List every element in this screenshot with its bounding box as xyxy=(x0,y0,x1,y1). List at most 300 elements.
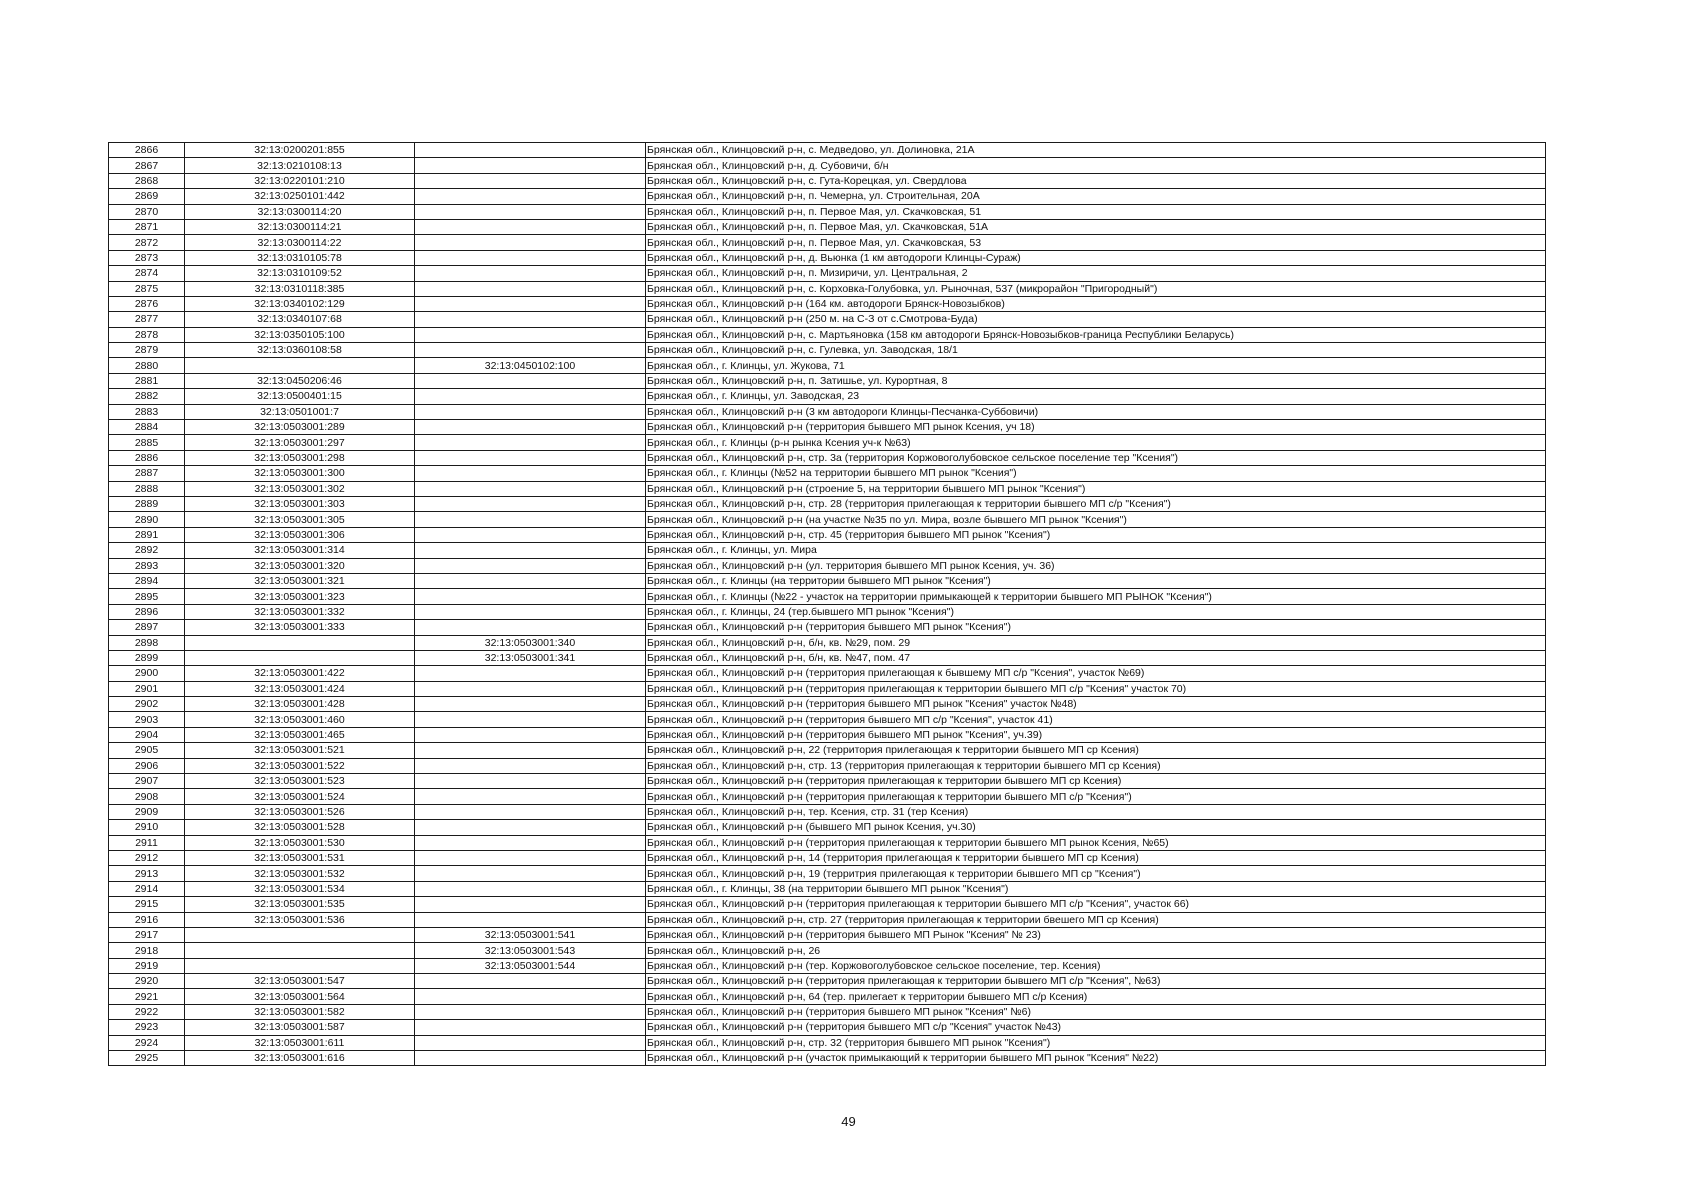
address-cell: Брянская обл., г. Клинцы, 38 (на территории бывшего МП рынок "Ксения") xyxy=(646,881,1546,896)
building-cadastral-number-cell xyxy=(415,666,646,681)
table-row xyxy=(109,804,1546,819)
address-cell: Брянская обл., Клинцовский р-н, п. Чемерна, ул. Строительная, 20А xyxy=(646,189,1546,204)
table-row xyxy=(109,235,1546,250)
row-number-cell: 2902 xyxy=(109,697,185,712)
cadastral-number-cell: 32:13:0503001:616 xyxy=(185,1051,415,1066)
address-cell: Брянская обл., Клинцовский р-н (территория бывшего МП рынок "Ксения") xyxy=(646,620,1546,635)
address-cell: Брянская обл., Клинцовский р-н, стр. 27 (территория прилегающая к территории бвешего МП ср Ксения) xyxy=(646,912,1546,927)
cadastral-number-cell: 32:13:0503001:303 xyxy=(185,496,415,511)
building-cadastral-number-cell xyxy=(415,435,646,450)
address-cell: Брянская обл., г. Клинцы, 24 (тер.бывшего МП рынок "Ксения") xyxy=(646,604,1546,619)
building-cadastral-number-cell xyxy=(415,974,646,989)
row-number-cell: 2889 xyxy=(109,496,185,511)
address-cell: Брянская обл., Клинцовский р-н, п. Первое Мая, ул. Скачковская, 53 xyxy=(646,235,1546,250)
row-number-cell: 2901 xyxy=(109,681,185,696)
cadastral-number-cell: 32:13:0503001:306 xyxy=(185,527,415,542)
cadastral-number-cell: 32:13:0503001:305 xyxy=(185,512,415,527)
address-cell: Брянская обл., Клинцовский р-н (территория бывшего МП рынок "Ксения" участок №48) xyxy=(646,697,1546,712)
cadastral-number-cell: 32:13:0503001:465 xyxy=(185,727,415,742)
address-cell: Брянская обл., г. Клинцы (р-н рынка Ксения уч-к №63) xyxy=(646,435,1546,450)
building-cadastral-number-cell xyxy=(415,912,646,927)
table-row xyxy=(109,912,1546,927)
table-row xyxy=(109,620,1546,635)
table-row xyxy=(109,404,1546,419)
cadastral-number-cell: 32:13:0360108:58 xyxy=(185,343,415,358)
table-row xyxy=(109,774,1546,789)
cadastral-number-cell: 32:13:0503001:320 xyxy=(185,558,415,573)
row-number-cell: 2888 xyxy=(109,481,185,496)
cadastral-number-cell: 32:13:0503001:321 xyxy=(185,573,415,588)
cadastral-number-cell: 32:13:0310109:52 xyxy=(185,266,415,281)
table-row xyxy=(109,327,1546,342)
table-row xyxy=(109,527,1546,542)
cadastral-number-cell xyxy=(185,650,415,665)
table-row xyxy=(109,466,1546,481)
table-row xyxy=(109,573,1546,588)
address-cell: Брянская обл., Клинцовский р-н, тер. Ксения, стр. 31 (тер Ксения) xyxy=(646,804,1546,819)
building-cadastral-number-cell xyxy=(415,1051,646,1066)
address-cell: Брянская обл., Клинцовский р-н (164 км. автодороги Брянск-Новозыбков) xyxy=(646,296,1546,311)
row-number-cell: 2883 xyxy=(109,404,185,419)
row-number-cell: 2896 xyxy=(109,604,185,619)
row-number-cell: 2866 xyxy=(109,143,185,158)
building-cadastral-number-cell xyxy=(415,266,646,281)
building-cadastral-number-cell xyxy=(415,589,646,604)
table-row xyxy=(109,681,1546,696)
building-cadastral-number-cell: 32:13:0503001:543 xyxy=(415,943,646,958)
table-row xyxy=(109,512,1546,527)
table-row xyxy=(109,989,1546,1004)
row-number-cell: 2899 xyxy=(109,650,185,665)
building-cadastral-number-cell xyxy=(415,835,646,850)
cadastral-number-cell xyxy=(185,358,415,373)
building-cadastral-number-cell xyxy=(415,158,646,173)
row-number-cell: 2905 xyxy=(109,743,185,758)
row-number-cell: 2870 xyxy=(109,204,185,219)
address-cell: Брянская обл., г. Клинцы (№22 - участок на территории примыкающей к территории бывшего МП РЫНОК "Ксения") xyxy=(646,589,1546,604)
row-number-cell: 2914 xyxy=(109,881,185,896)
building-cadastral-number-cell xyxy=(415,173,646,188)
cadastral-number-cell: 32:13:0300114:20 xyxy=(185,204,415,219)
row-number-cell: 2917 xyxy=(109,927,185,942)
cadastral-number-cell: 32:13:0350105:100 xyxy=(185,327,415,342)
cadastral-number-cell: 32:13:0503001:532 xyxy=(185,866,415,881)
address-cell: Брянская обл., Клинцовский р-н (строение 5, на территории бывшего МП рынок "Ксения") xyxy=(646,481,1546,496)
address-cell: Брянская обл., Клинцовский р-н, стр. 13 (территория прилегающая к территории бывшего МП ср Ксения) xyxy=(646,758,1546,773)
cadastral-number-cell: 32:13:0200201:855 xyxy=(185,143,415,158)
table-row xyxy=(109,343,1546,358)
register-body xyxy=(109,143,1546,1066)
address-cell: Брянская обл., Клинцовский р-н, стр. 45 (территория бывшего МП рынок "Ксения") xyxy=(646,527,1546,542)
address-cell: Брянская обл., Клинцовский р-н (территория прилегающая к территории бывшего МП с/р "Ксения", участок 66) xyxy=(646,897,1546,912)
cadastral-number-cell: 32:13:0503001:521 xyxy=(185,743,415,758)
table-row xyxy=(109,1020,1546,1035)
building-cadastral-number-cell xyxy=(415,804,646,819)
table-row xyxy=(109,666,1546,681)
building-cadastral-number-cell: 32:13:0503001:544 xyxy=(415,958,646,973)
building-cadastral-number-cell xyxy=(415,989,646,1004)
row-number-cell: 2875 xyxy=(109,281,185,296)
table-row xyxy=(109,958,1546,973)
row-number-cell: 2904 xyxy=(109,727,185,742)
table-row xyxy=(109,974,1546,989)
building-cadastral-number-cell: 32:13:0503001:341 xyxy=(415,650,646,665)
building-cadastral-number-cell xyxy=(415,496,646,511)
building-cadastral-number-cell xyxy=(415,573,646,588)
table-row xyxy=(109,312,1546,327)
building-cadastral-number-cell xyxy=(415,543,646,558)
table-row xyxy=(109,943,1546,958)
row-number-cell: 2908 xyxy=(109,789,185,804)
table-row xyxy=(109,543,1546,558)
cadastral-number-cell: 32:13:0340102:129 xyxy=(185,296,415,311)
page-number: 49 xyxy=(841,1114,856,1129)
cadastral-number-cell: 32:13:0503001:534 xyxy=(185,881,415,896)
cadastral-number-cell: 32:13:0310118:385 xyxy=(185,281,415,296)
row-number-cell: 2909 xyxy=(109,804,185,819)
building-cadastral-number-cell xyxy=(415,558,646,573)
building-cadastral-number-cell xyxy=(415,312,646,327)
address-cell: Брянская обл., г. Клинцы (на территории бывшего МП рынок "Ксения") xyxy=(646,573,1546,588)
building-cadastral-number-cell xyxy=(415,881,646,896)
building-cadastral-number-cell xyxy=(415,481,646,496)
address-cell: Брянская обл., Клинцовский р-н, с. Гулевка, ул. Заводская, 18/1 xyxy=(646,343,1546,358)
table-row xyxy=(109,481,1546,496)
table-row xyxy=(109,743,1546,758)
building-cadastral-number-cell xyxy=(415,697,646,712)
building-cadastral-number-cell xyxy=(415,389,646,404)
building-cadastral-number-cell: 32:13:0503001:541 xyxy=(415,927,646,942)
building-cadastral-number-cell xyxy=(415,897,646,912)
cadastral-number-cell: 32:13:0503001:289 xyxy=(185,420,415,435)
cadastral-number-cell: 32:13:0503001:523 xyxy=(185,774,415,789)
row-number-cell: 2886 xyxy=(109,450,185,465)
cadastral-number-cell: 32:13:0503001:564 xyxy=(185,989,415,1004)
row-number-cell: 2873 xyxy=(109,250,185,265)
building-cadastral-number-cell xyxy=(415,866,646,881)
table-row xyxy=(109,450,1546,465)
address-cell: Брянская обл., Клинцовский р-н, стр. 3а (территория Коржовоголубовское сельское поселение тер "Ксения") xyxy=(646,450,1546,465)
row-number-cell: 2882 xyxy=(109,389,185,404)
address-cell: Брянская обл., Клинцовский р-н, стр. 28 (территория прилегающая к территории бывшего МП с/р "Ксения") xyxy=(646,496,1546,511)
address-cell: Брянская обл., Клинцовский р-н, п. Мизиричи, ул. Центральная, 2 xyxy=(646,266,1546,281)
table-row xyxy=(109,173,1546,188)
table-row xyxy=(109,219,1546,234)
building-cadastral-number-cell xyxy=(415,527,646,542)
row-number-cell: 2911 xyxy=(109,835,185,850)
address-cell: Брянская обл., Клинцовский р-н, п. Первое Мая, ул. Скачковская, 51А xyxy=(646,219,1546,234)
building-cadastral-number-cell xyxy=(415,281,646,296)
address-cell: Брянская обл., г. Клинцы, ул. Жукова, 71 xyxy=(646,358,1546,373)
address-cell: Брянская обл., Клинцовский р-н, п. Первое Мая, ул. Скачковская, 51 xyxy=(646,204,1546,219)
address-cell: Брянская обл., Клинцовский р-н (территория бывшего МП с/р "Ксения" участок №43) xyxy=(646,1020,1546,1035)
address-cell: Брянская обл., Клинцовский р-н, с. Медведово, ул. Долиновка, 21А xyxy=(646,143,1546,158)
building-cadastral-number-cell xyxy=(415,620,646,635)
address-cell: Брянская обл., Клинцовский р-н (территория прилегающая к территории бывшего МП с/р "Ксения" участок 70) xyxy=(646,681,1546,696)
table-row xyxy=(109,897,1546,912)
address-cell: Брянская обл., Клинцовский р-н, 14 (территория прилегающая к территории бывшего МП ср Ксения) xyxy=(646,850,1546,865)
address-cell: Брянская обл., Клинцовский р-н, д. Вьюнка (1 км автодороги Клинцы-Сураж) xyxy=(646,250,1546,265)
building-cadastral-number-cell xyxy=(415,743,646,758)
table-row xyxy=(109,143,1546,158)
table-row xyxy=(109,712,1546,727)
table-row xyxy=(109,281,1546,296)
building-cadastral-number-cell xyxy=(415,235,646,250)
building-cadastral-number-cell xyxy=(415,219,646,234)
cadastral-number-cell: 32:13:0340107:68 xyxy=(185,312,415,327)
building-cadastral-number-cell xyxy=(415,604,646,619)
cadastral-number-cell: 32:13:0503001:297 xyxy=(185,435,415,450)
address-cell: Брянская обл., Клинцовский р-н, б/н, кв. №29, пом. 29 xyxy=(646,635,1546,650)
table-row xyxy=(109,420,1546,435)
building-cadastral-number-cell xyxy=(415,327,646,342)
table-row xyxy=(109,558,1546,573)
cadastral-number-cell: 32:13:0503001:332 xyxy=(185,604,415,619)
cadastral-number-cell: 32:13:0503001:323 xyxy=(185,589,415,604)
table-row xyxy=(109,635,1546,650)
cadastral-number-cell: 32:13:0503001:298 xyxy=(185,450,415,465)
table-row xyxy=(109,189,1546,204)
address-cell: Брянская обл., Клинцовский р-н, 22 (территория прилегающая к территории бывшего МП ср Ксения) xyxy=(646,743,1546,758)
table-row xyxy=(109,204,1546,219)
table-row xyxy=(109,789,1546,804)
table-row xyxy=(109,250,1546,265)
cadastral-number-cell: 32:13:0220101:210 xyxy=(185,173,415,188)
address-cell: Брянская обл., г. Клинцы (№52 на территории бывшего МП рынок "Ксения") xyxy=(646,466,1546,481)
cadastral-number-cell: 32:13:0503001:333 xyxy=(185,620,415,635)
cadastral-number-cell: 32:13:0501001:7 xyxy=(185,404,415,419)
building-cadastral-number-cell: 32:13:0450102:100 xyxy=(415,358,646,373)
address-cell: Брянская обл., Клинцовский р-н (территория бывшего МП с/р "Ксения", участок 41) xyxy=(646,712,1546,727)
row-number-cell: 2891 xyxy=(109,527,185,542)
row-number-cell: 2890 xyxy=(109,512,185,527)
row-number-cell: 2918 xyxy=(109,943,185,958)
row-number-cell: 2894 xyxy=(109,573,185,588)
address-cell: Брянская обл., Клинцовский р-н (территория прилегающая к территории бывшего МП ср Ксения) xyxy=(646,774,1546,789)
address-cell: Брянская обл., Клинцовский р-н (территория прилегающая к территории бывшего МП с/р "Ксения", №63) xyxy=(646,974,1546,989)
row-number-cell: 2872 xyxy=(109,235,185,250)
building-cadastral-number-cell xyxy=(415,466,646,481)
row-number-cell: 2900 xyxy=(109,666,185,681)
cadastral-number-cell: 32:13:0503001:611 xyxy=(185,1035,415,1050)
address-cell: Брянская обл., Клинцовский р-н, 64 (тер. прилегает к территории бывшего МП с/р Ксения) xyxy=(646,989,1546,1004)
row-number-cell: 2925 xyxy=(109,1051,185,1066)
building-cadastral-number-cell xyxy=(415,789,646,804)
row-number-cell: 2919 xyxy=(109,958,185,973)
address-cell: Брянская обл., г. Клинцы, ул. Заводская, 23 xyxy=(646,389,1546,404)
building-cadastral-number-cell xyxy=(415,727,646,742)
table-row xyxy=(109,850,1546,865)
table-row xyxy=(109,866,1546,881)
row-number-cell: 2895 xyxy=(109,589,185,604)
row-number-cell: 2892 xyxy=(109,543,185,558)
building-cadastral-number-cell xyxy=(415,820,646,835)
cadastral-number-cell: 32:13:0310105:78 xyxy=(185,250,415,265)
cadastral-number-cell: 32:13:0503001:522 xyxy=(185,758,415,773)
cadastral-number-cell: 32:13:0503001:422 xyxy=(185,666,415,681)
building-cadastral-number-cell xyxy=(415,189,646,204)
cadastral-number-cell: 32:13:0503001:528 xyxy=(185,820,415,835)
address-cell: Брянская обл., Клинцовский р-н, д. Субовичи, б/н xyxy=(646,158,1546,173)
cadastral-number-cell: 32:13:0503001:587 xyxy=(185,1020,415,1035)
building-cadastral-number-cell xyxy=(415,712,646,727)
address-cell: Брянская обл., Клинцовский р-н (территория бывшего МП Рынок "Ксения" № 23) xyxy=(646,927,1546,942)
row-number-cell: 2881 xyxy=(109,373,185,388)
row-number-cell: 2912 xyxy=(109,850,185,865)
address-cell: Брянская обл., Клинцовский р-н, с. Гута-Корецкая, ул. Свердлова xyxy=(646,173,1546,188)
address-cell: Брянская обл., Клинцовский р-н (бывшего МП рынок Ксения, уч.30) xyxy=(646,820,1546,835)
row-number-cell: 2885 xyxy=(109,435,185,450)
row-number-cell: 2922 xyxy=(109,1004,185,1019)
building-cadastral-number-cell xyxy=(415,1035,646,1050)
row-number-cell: 2893 xyxy=(109,558,185,573)
row-number-cell: 2869 xyxy=(109,189,185,204)
cadastral-number-cell: 32:13:0503001:460 xyxy=(185,712,415,727)
cadastral-number-cell: 32:13:0503001:302 xyxy=(185,481,415,496)
table-row xyxy=(109,589,1546,604)
cadastral-number-cell: 32:13:0450206:46 xyxy=(185,373,415,388)
row-number-cell: 2907 xyxy=(109,774,185,789)
address-cell: Брянская обл., Клинцовский р-н (тер. Коржовоголубовское сельское поселение, тер. Ксения) xyxy=(646,958,1546,973)
table-row xyxy=(109,650,1546,665)
row-number-cell: 2868 xyxy=(109,173,185,188)
table-row xyxy=(109,389,1546,404)
row-number-cell: 2906 xyxy=(109,758,185,773)
cadastral-number-cell: 32:13:0300114:21 xyxy=(185,219,415,234)
property-register-table xyxy=(108,142,1546,1066)
building-cadastral-number-cell xyxy=(415,512,646,527)
address-cell: Брянская обл., Клинцовский р-н, с. Корховка-Голубовка, ул. Рыночная, 537 (микрорайон "Пригородный") xyxy=(646,281,1546,296)
building-cadastral-number-cell xyxy=(415,373,646,388)
row-number-cell: 2921 xyxy=(109,989,185,1004)
cadastral-number-cell xyxy=(185,943,415,958)
cadastral-number-cell: 32:13:0503001:300 xyxy=(185,466,415,481)
address-cell: Брянская обл., Клинцовский р-н (участок примыкающий к территории бывшего МП рынок "Ксения" №22) xyxy=(646,1051,1546,1066)
address-cell: Брянская обл., Клинцовский р-н (ул. территория бывшего МП рынок Ксения, уч. 36) xyxy=(646,558,1546,573)
row-number-cell: 2903 xyxy=(109,712,185,727)
building-cadastral-number-cell xyxy=(415,420,646,435)
cadastral-number-cell: 32:13:0503001:428 xyxy=(185,697,415,712)
row-number-cell: 2913 xyxy=(109,866,185,881)
building-cadastral-number-cell xyxy=(415,204,646,219)
building-cadastral-number-cell xyxy=(415,450,646,465)
building-cadastral-number-cell xyxy=(415,296,646,311)
row-number-cell: 2898 xyxy=(109,635,185,650)
address-cell: Брянская обл., Клинцовский р-н, п. Затишье, ул. Курортная, 8 xyxy=(646,373,1546,388)
cadastral-number-cell: 32:13:0503001:314 xyxy=(185,543,415,558)
building-cadastral-number-cell xyxy=(415,404,646,419)
table-row xyxy=(109,727,1546,742)
building-cadastral-number-cell xyxy=(415,850,646,865)
row-number-cell: 2915 xyxy=(109,897,185,912)
building-cadastral-number-cell: 32:13:0503001:340 xyxy=(415,635,646,650)
address-cell: Брянская обл., Клинцовский р-н (территория бывшего МП рынок "Ксения" №6) xyxy=(646,1004,1546,1019)
building-cadastral-number-cell xyxy=(415,758,646,773)
cadastral-number-cell: 32:13:0300114:22 xyxy=(185,235,415,250)
table-row xyxy=(109,697,1546,712)
address-cell: Брянская обл., Клинцовский р-н (территория прилегающая к территории бывшего МП с/р "Ксения") xyxy=(646,789,1546,804)
cadastral-number-cell: 32:13:0503001:524 xyxy=(185,789,415,804)
address-cell: Брянская обл., Клинцовский р-н (территория бывшего МП рынок "Ксения", уч.39) xyxy=(646,727,1546,742)
cadastral-number-cell: 32:13:0503001:582 xyxy=(185,1004,415,1019)
row-number-cell: 2867 xyxy=(109,158,185,173)
address-cell: Брянская обл., Клинцовский р-н (на участке №35 по ул. Мира, возле бывшего МП рынок "Ксения") xyxy=(646,512,1546,527)
address-cell: Брянская обл., Клинцовский р-н, стр. 32 (территория бывшего МП рынок "Ксения") xyxy=(646,1035,1546,1050)
cadastral-number-cell: 32:13:0503001:547 xyxy=(185,974,415,989)
row-number-cell: 2880 xyxy=(109,358,185,373)
row-number-cell: 2876 xyxy=(109,296,185,311)
address-cell: Брянская обл., Клинцовский р-н (территория прилегающая к территории бывшего МП рынок Ксения, №65) xyxy=(646,835,1546,850)
cadastral-number-cell: 32:13:0503001:526 xyxy=(185,804,415,819)
table-row xyxy=(109,881,1546,896)
address-cell: Брянская обл., Клинцовский р-н, б/н, кв. №47, пом. 47 xyxy=(646,650,1546,665)
address-cell: Брянская обл., Клинцовский р-н, 19 (территрия прилегающая к территории бывшего МП ср "Ксения") xyxy=(646,866,1546,881)
table-row xyxy=(109,435,1546,450)
row-number-cell: 2874 xyxy=(109,266,185,281)
cadastral-number-cell: 32:13:0210108:13 xyxy=(185,158,415,173)
table-row xyxy=(109,496,1546,511)
row-number-cell: 2884 xyxy=(109,420,185,435)
address-cell: Брянская обл., Клинцовский р-н (250 м. на С-З от с.Смотрова-Буда) xyxy=(646,312,1546,327)
table-row xyxy=(109,927,1546,942)
table-row xyxy=(109,758,1546,773)
table-row xyxy=(109,835,1546,850)
cadastral-number-cell: 32:13:0500401:15 xyxy=(185,389,415,404)
building-cadastral-number-cell xyxy=(415,681,646,696)
row-number-cell: 2871 xyxy=(109,219,185,234)
address-cell: Брянская обл., Клинцовский р-н, с. Мартьяновка (158 км автодороги Брянск-Новозыбков-граница Республики Беларусь) xyxy=(646,327,1546,342)
address-cell: Брянская обл., Клинцовский р-н, 26 xyxy=(646,943,1546,958)
table-row xyxy=(109,266,1546,281)
building-cadastral-number-cell xyxy=(415,343,646,358)
table-row xyxy=(109,1035,1546,1050)
row-number-cell: 2897 xyxy=(109,620,185,635)
table-row xyxy=(109,296,1546,311)
cadastral-number-cell xyxy=(185,958,415,973)
table-row xyxy=(109,1051,1546,1066)
row-number-cell: 2920 xyxy=(109,974,185,989)
building-cadastral-number-cell xyxy=(415,143,646,158)
table-row xyxy=(109,158,1546,173)
address-cell: Брянская обл., Клинцовский р-н (3 км автодороги Клинцы-Песчанка-Суббовичи) xyxy=(646,404,1546,419)
cadastral-number-cell: 32:13:0250101:442 xyxy=(185,189,415,204)
row-number-cell: 2878 xyxy=(109,327,185,342)
row-number-cell: 2924 xyxy=(109,1035,185,1050)
cadastral-number-cell: 32:13:0503001:531 xyxy=(185,850,415,865)
table-row xyxy=(109,820,1546,835)
table-row xyxy=(109,604,1546,619)
building-cadastral-number-cell xyxy=(415,1020,646,1035)
table-row xyxy=(109,373,1546,388)
row-number-cell: 2910 xyxy=(109,820,185,835)
building-cadastral-number-cell xyxy=(415,774,646,789)
table-row xyxy=(109,1004,1546,1019)
address-cell: Брянская обл., Клинцовский р-н (территория прилегающая к бывшему МП с/р "Ксения", участок №69) xyxy=(646,666,1546,681)
address-cell: Брянская обл., г. Клинцы, ул. Мира xyxy=(646,543,1546,558)
cadastral-number-cell: 32:13:0503001:535 xyxy=(185,897,415,912)
row-number-cell: 2879 xyxy=(109,343,185,358)
cadastral-number-cell xyxy=(185,635,415,650)
building-cadastral-number-cell xyxy=(415,1004,646,1019)
cadastral-number-cell xyxy=(185,927,415,942)
building-cadastral-number-cell xyxy=(415,250,646,265)
row-number-cell: 2887 xyxy=(109,466,185,481)
address-cell: Брянская обл., Клинцовский р-н (территория бывшего МП рынок Ксения, уч 18) xyxy=(646,420,1546,435)
row-number-cell: 2916 xyxy=(109,912,185,927)
cadastral-number-cell: 32:13:0503001:424 xyxy=(185,681,415,696)
row-number-cell: 2923 xyxy=(109,1020,185,1035)
cadastral-number-cell: 32:13:0503001:536 xyxy=(185,912,415,927)
